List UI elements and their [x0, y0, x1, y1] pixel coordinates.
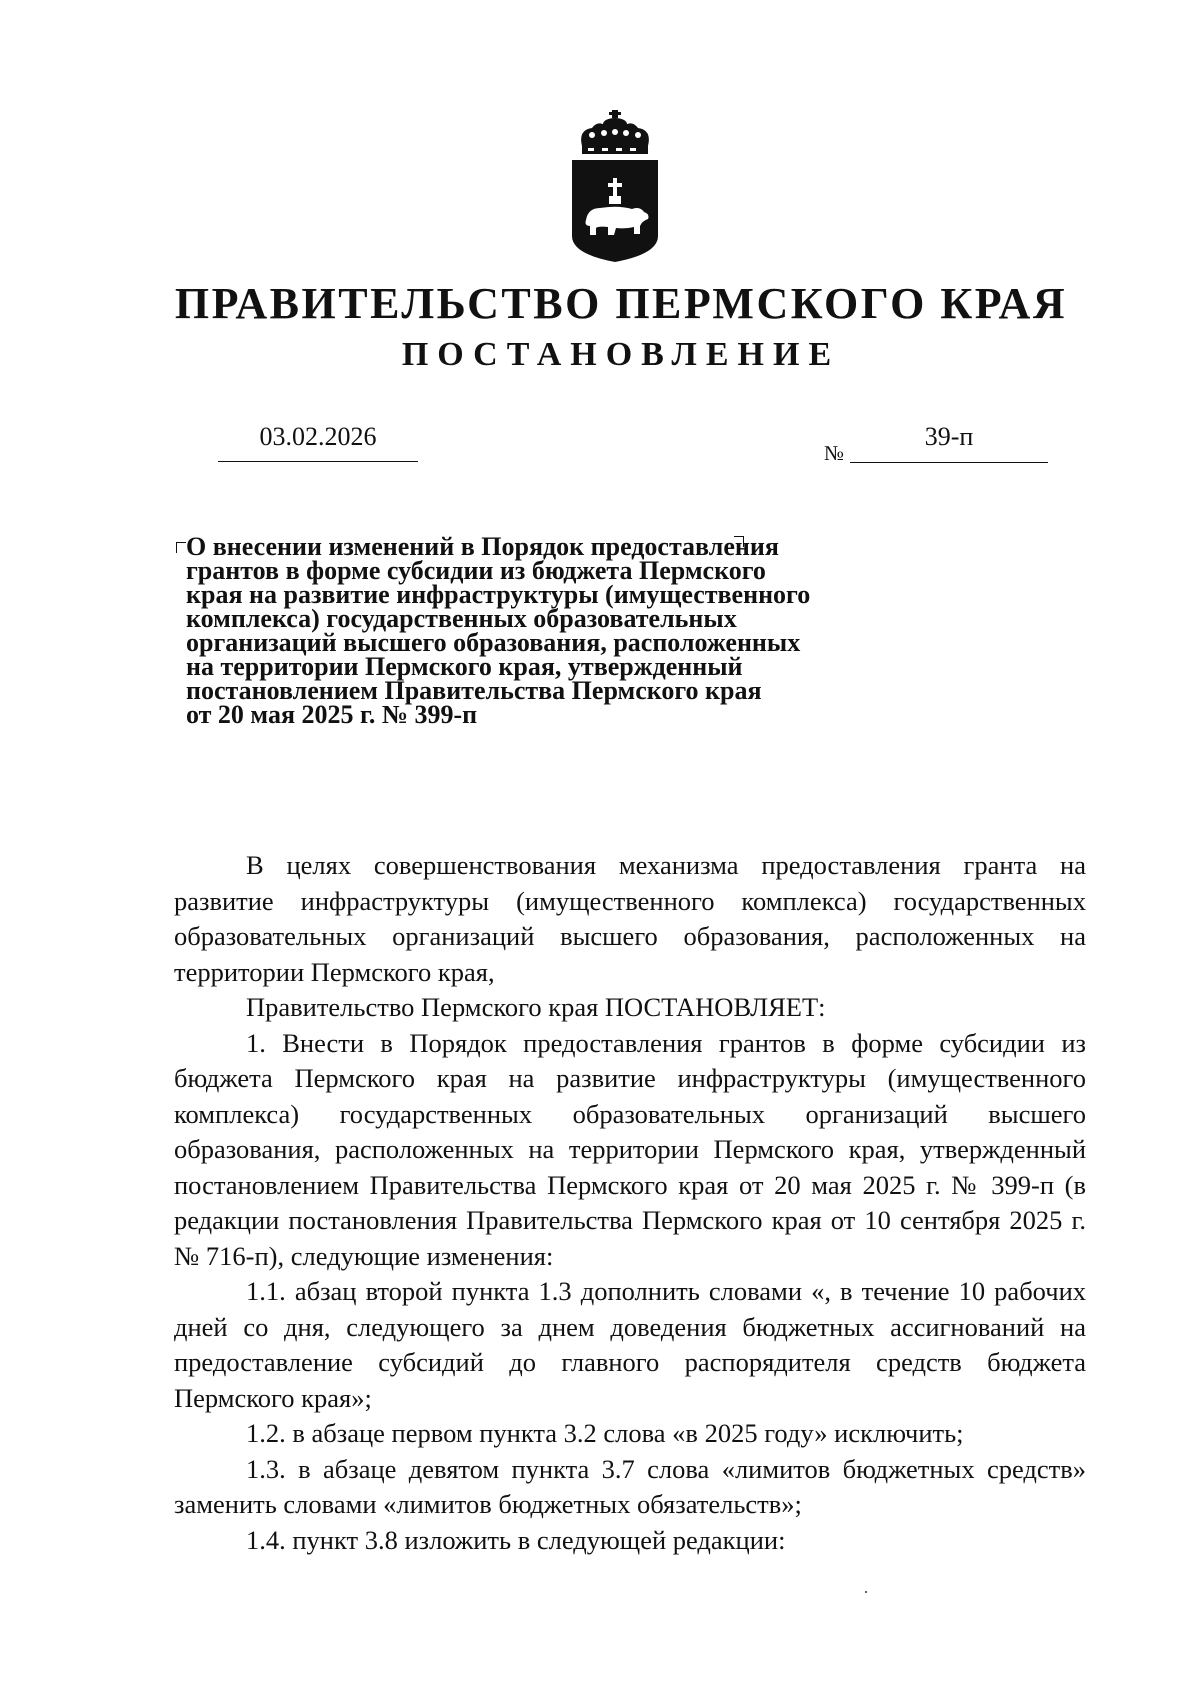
- subject-line: от 20 мая 2025 г. № 399-п: [186, 700, 478, 729]
- subject-line: комплекса) государственных образовательных: [186, 604, 737, 633]
- subject-line: грантов в форме субсидии из бюджета Пермского: [186, 556, 766, 585]
- number-sign: №: [824, 441, 845, 465]
- body-paragraph: 1.3. в абзаце девятом пункта 3.7 слова «лимитов бюджетных средств» заменить словами «лимитов бюджетных обязательств»;: [174, 1453, 1086, 1519]
- document-type: ПОСТАНОВЛЕНИЕ: [401, 336, 841, 373]
- body-paragraph: 1.1. абзац второй пункта 1.3 дополнить словами «, в течение 10 рабочих дней со дня, следующего за днем доведения бюджетных ассигнований на предоставление субсидий до главного распорядителя средств бюджета Пермского края»;: [174, 1276, 1086, 1413]
- subject-line: О внесении изменений в Порядок предоставления: [186, 532, 779, 561]
- subject-line: на территории Пермского края, утвержденный: [186, 652, 743, 681]
- body-paragraph: 1.2. в абзаце первом пункта 3.2 слова «в 2025 году» исключить;: [246, 1418, 964, 1448]
- subject-line: постановлением Правительства Пермского края: [186, 676, 762, 705]
- scan-speck: [865, 1591, 867, 1593]
- document-number: 39-п: [924, 422, 974, 451]
- government-title: ПРАВИТЕЛЬСТВО ПЕРМСКОГО КРАЯ: [174, 279, 1068, 328]
- body-paragraph: 1.4. пункт 3.8 изложить в следующей редакции:: [246, 1524, 786, 1555]
- subject-corner-mark-left: [176, 542, 186, 553]
- document-date: 03.02.2026: [259, 422, 377, 451]
- subject-line: организаций высшего образования, расположенных: [186, 628, 801, 657]
- number-underline: [850, 462, 1048, 463]
- subject-line: края на развитие инфраструктуры (имущественного: [186, 580, 811, 609]
- body-paragraph: В целях совершенствования механизма предоставления гранта на развитие инфраструктуры (имущественного комплекса) государственных образовательных организаций высшего образования, расположенных на территории Пермского края,: [174, 850, 1086, 987]
- document-subject: [186, 532, 886, 729]
- document-body: [174, 848, 1086, 1558]
- body-paragraph: Правительство Пермского края ПОСТАНОВЛЯЕТ:: [246, 992, 826, 1022]
- date-underline: [218, 461, 418, 462]
- body-paragraph: 1. Внести в Порядок предоставления грантов в форме субсидии из бюджета Пермского края на развитие инфраструктуры (имущественного комплекса) государственных образовательных организаций высшего образования, расположенных на территории Пермского края, утвержденный постановлением Правительства Пермского края от 20 мая 2025 г. № 399-п (в редакции постановления Правительства Пермского края от 10 сентября 2025 г. № 716-п), следующие изменения:: [174, 1027, 1086, 1271]
- perm-krai-coat-of-arms-icon: [568, 108, 664, 264]
